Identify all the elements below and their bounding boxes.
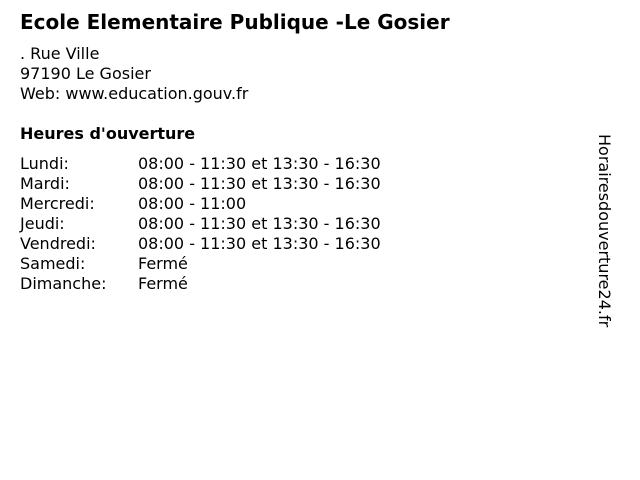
day-hours: 08:00 - 11:30 et 13:30 - 16:30: [138, 234, 381, 253]
day-hours: 08:00 - 11:30 et 13:30 - 16:30: [138, 154, 381, 173]
hours-row-sunday: [20, 274, 381, 294]
day-label: Vendredi:: [20, 234, 96, 253]
day-label: Samedi:: [20, 254, 86, 273]
day-hours: 08:00 - 11:30 et 13:30 - 16:30: [138, 174, 381, 193]
day-label: Mercredi:: [20, 194, 95, 213]
business-name: Ecole Elementaire Publique -Le Gosier: [20, 10, 450, 34]
day-hours: 08:00 - 11:00: [138, 194, 247, 213]
hours-row-wednesday: [20, 194, 381, 214]
site-watermark: Horairesdouverture24.fr: [595, 134, 614, 328]
hours-row-saturday: [20, 254, 381, 274]
hours-row-thursday: [20, 214, 381, 234]
website: Web: www.education.gouv.fr: [20, 84, 249, 103]
hours-row-tuesday: [20, 174, 381, 194]
day-label: Dimanche:: [20, 274, 107, 293]
day-label: Mardi:: [20, 174, 70, 193]
hours-heading: Heures d'ouverture: [20, 124, 196, 143]
day-label: Jeudi:: [20, 214, 65, 233]
address-city: 97190 Le Gosier: [20, 64, 151, 83]
day-hours: 08:00 - 11:30 et 13:30 - 16:30: [138, 214, 381, 233]
day-label: Lundi:: [20, 154, 69, 173]
address-street: . Rue Ville: [20, 44, 100, 63]
hours-table: [20, 154, 381, 294]
business-address: [20, 44, 248, 104]
day-hours: Fermé: [138, 274, 188, 293]
hours-row-friday: [20, 234, 381, 254]
hours-row-monday: [20, 154, 381, 174]
day-hours: Fermé: [138, 254, 188, 273]
